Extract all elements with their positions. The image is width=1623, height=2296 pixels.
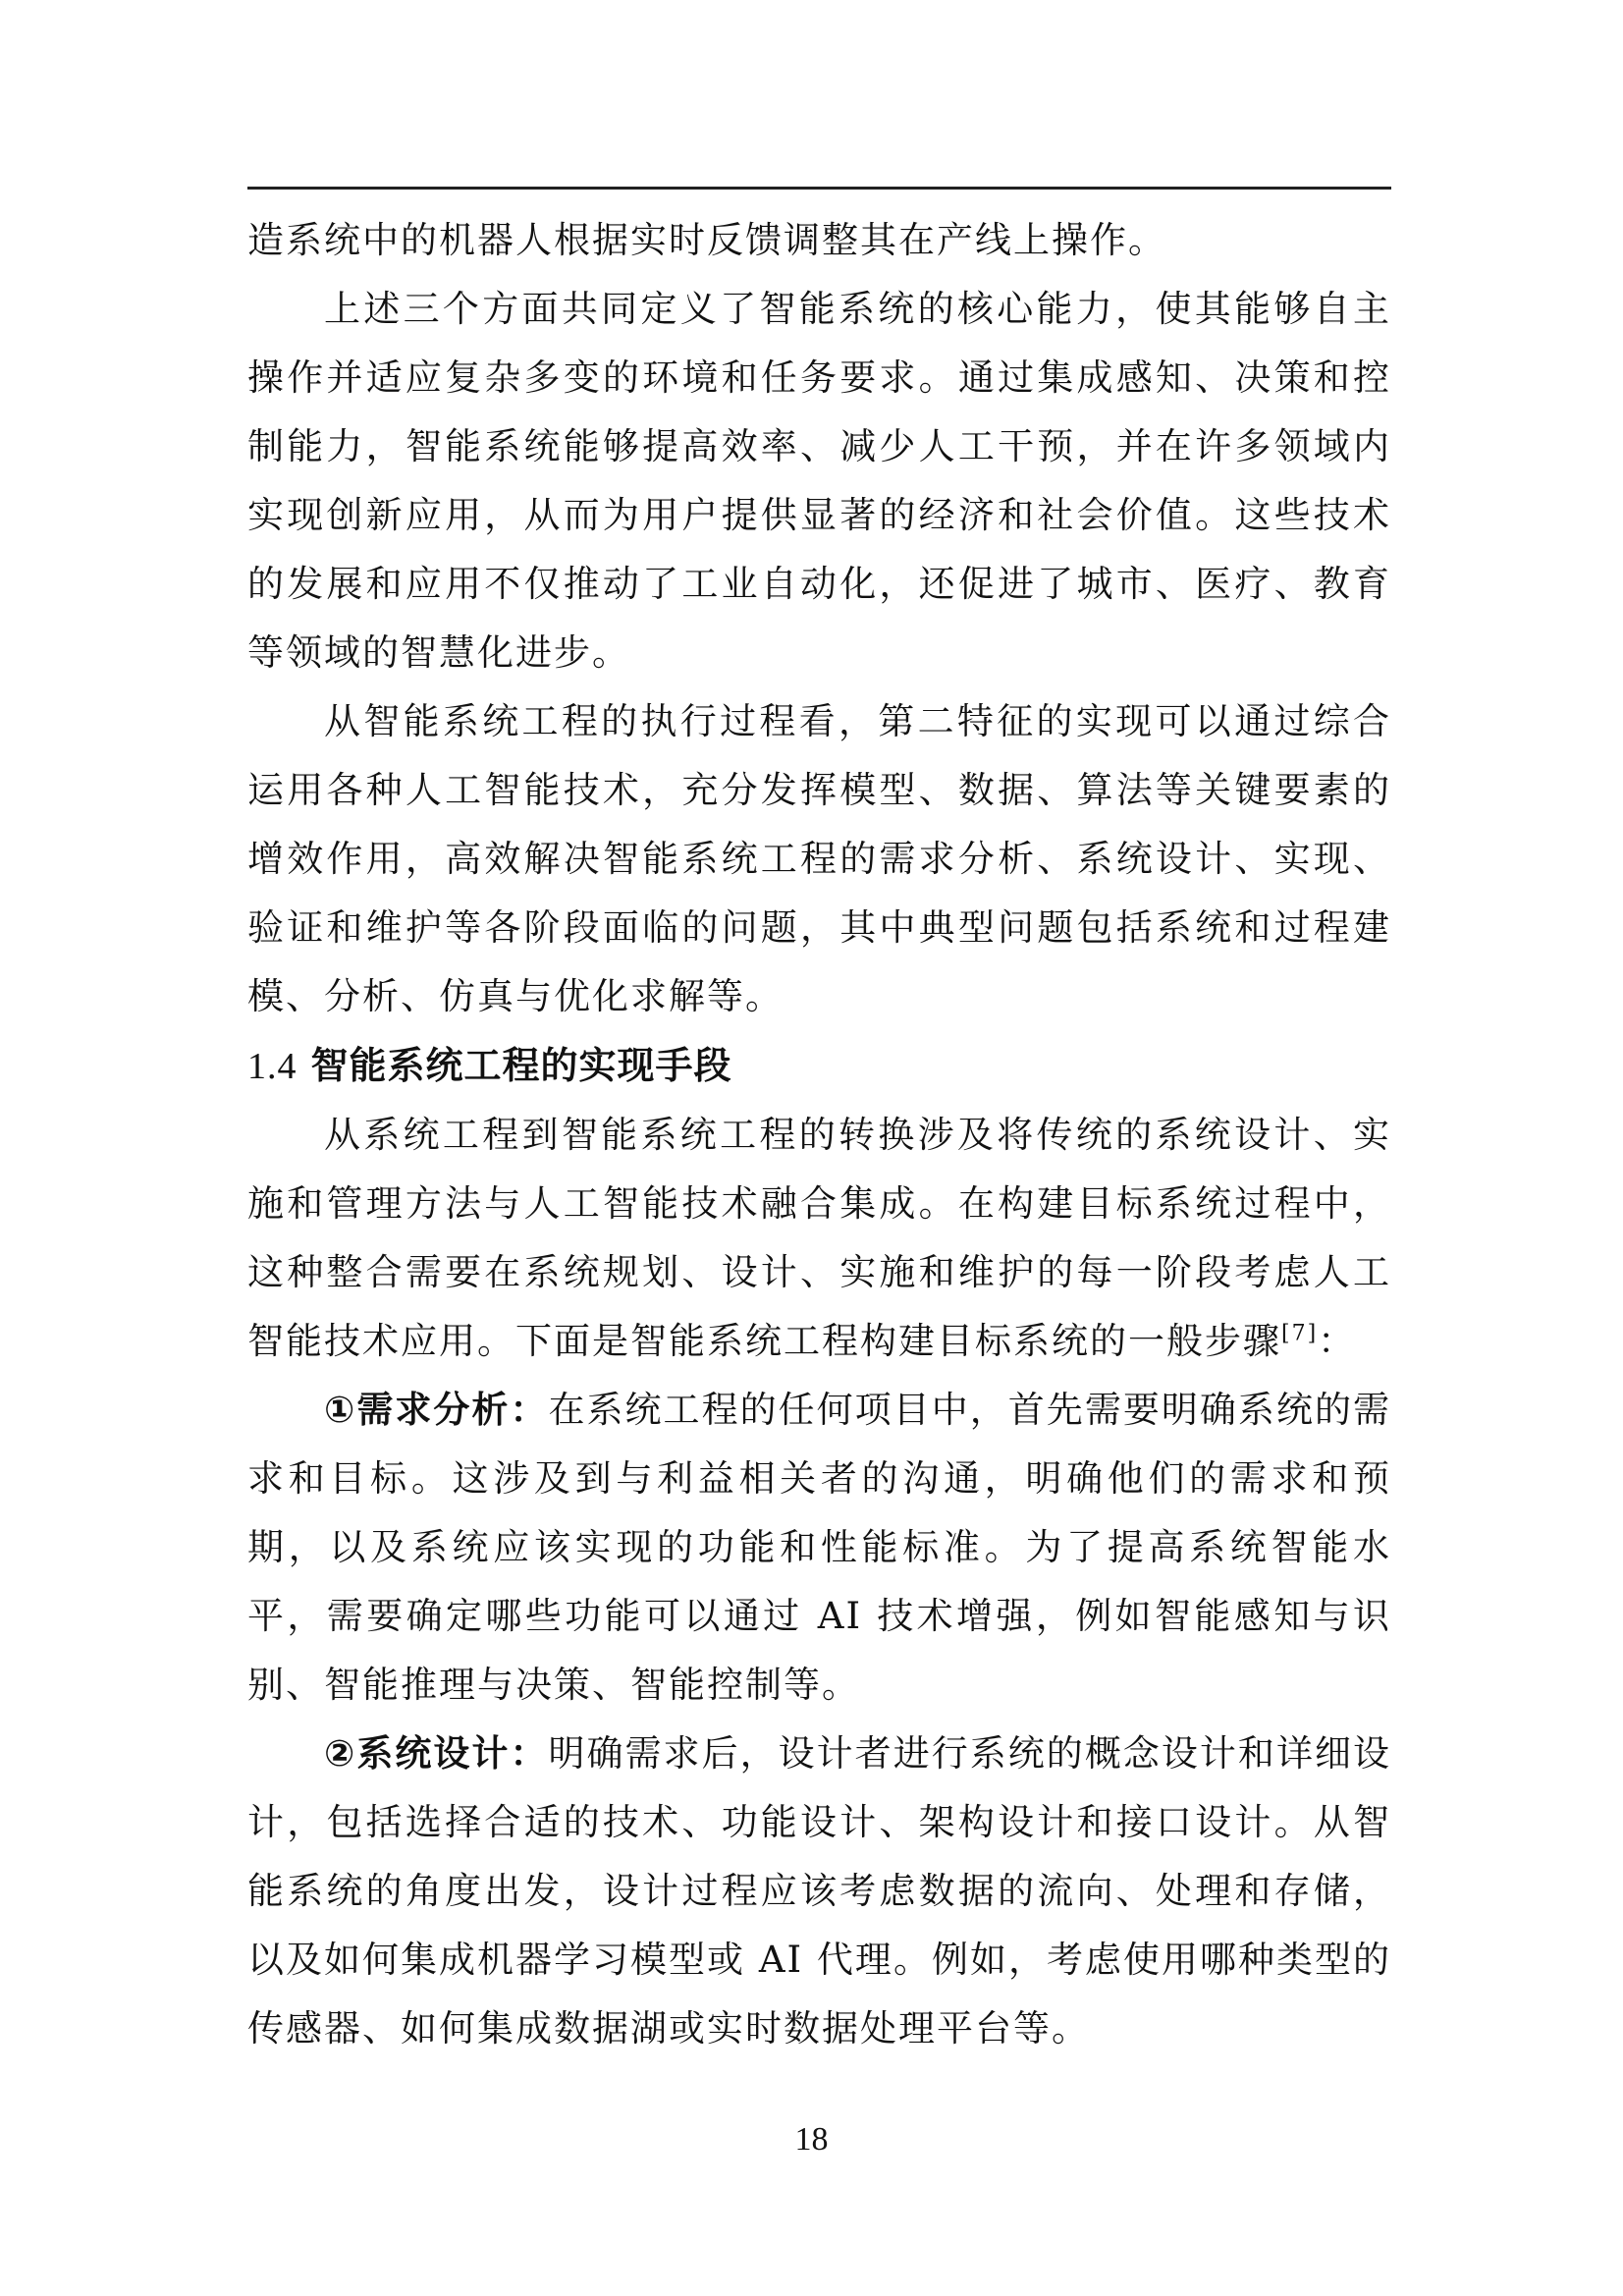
step-system-design — [247, 1720, 1391, 2063]
page-number: 18 — [794, 2121, 829, 2158]
citation-reference: [7] — [1281, 1321, 1319, 1346]
step-text: 在系统工程的任何项目中，首先需要明确系统的需求和目标。这涉及到与利益相关者的沟通，明确他们的需求和预期，以及系统应该实现的功能和性能标准。为了提高系统智能水平，需要确定哪些功能可以通过 AI 技术增强，例如智能感知与识别、智能推理与决策、智能控制等。 — [247, 1389, 1392, 1706]
section-intro-ending: ： — [1318, 1320, 1357, 1362]
step-requirements-analysis — [247, 1376, 1391, 1720]
header-rule — [247, 187, 1391, 190]
step-label: ①需求分析： — [324, 1389, 549, 1431]
section-title: 智能系统工程的实现手段 — [310, 1044, 732, 1087]
section-number: 1.4 — [247, 1046, 298, 1087]
paragraph-continuation: 造系统中的机器人根据实时反馈调整其在产线上操作。 — [247, 219, 1166, 261]
step-label: ②系统设计： — [324, 1732, 549, 1775]
section-heading — [247, 1031, 1391, 1101]
body-text — [247, 206, 1391, 2063]
step-text: 明确需求后，设计者进行系统的概念设计和详细设计，包括选择合适的技术、功能设计、架构设计和接口设计。从智能系统的角度出发，设计过程应该考虑数据的流向、处理和存储，以及如何集成机器学习模型或 AI 代理。例如，考虑使用哪种类型的传感器、如何集成数据湖或实时数据处理平台等。 — [247, 1732, 1392, 2050]
paragraph-core-capabilities: 上述三个方面共同定义了智能系统的核心能力，使其能够自主操作并适应复杂多变的环境和任务要求。通过集成感知、决策和控制能力，智能系统能够提高效率、减少人工干预，并在许多领域内实现创新应用，从而为用户提供显著的经济和社会价值。这些技术的发展和应用不仅推动了工业自动化，还促进了城市、医疗、教育等领域的智慧化进步。 — [247, 288, 1391, 674]
section-intro-paragraph — [247, 1101, 1391, 1376]
section-intro-text: 从系统工程到智能系统工程的转换涉及将传统的系统设计、实施和管理方法与人工智能技术融合集成。在构建目标系统过程中，这种整合需要在系统规划、设计、实施和维护的每一阶段考虑人工智能技术应用。下面是智能系统工程构建目标系统的一般步骤 — [247, 1114, 1391, 1362]
paragraph-execution-process: 从智能系统工程的执行过程看，第二特征的实现可以通过综合运用各种人工智能技术，充分发挥模型、数据、算法等关键要素的增效作用，高效解决智能系统工程的需求分析、系统设计、实现、验证和维护等各阶段面临的问题，其中典型问题包括系统和过程建模、分析、仿真与优化求解等。 — [247, 700, 1391, 1017]
